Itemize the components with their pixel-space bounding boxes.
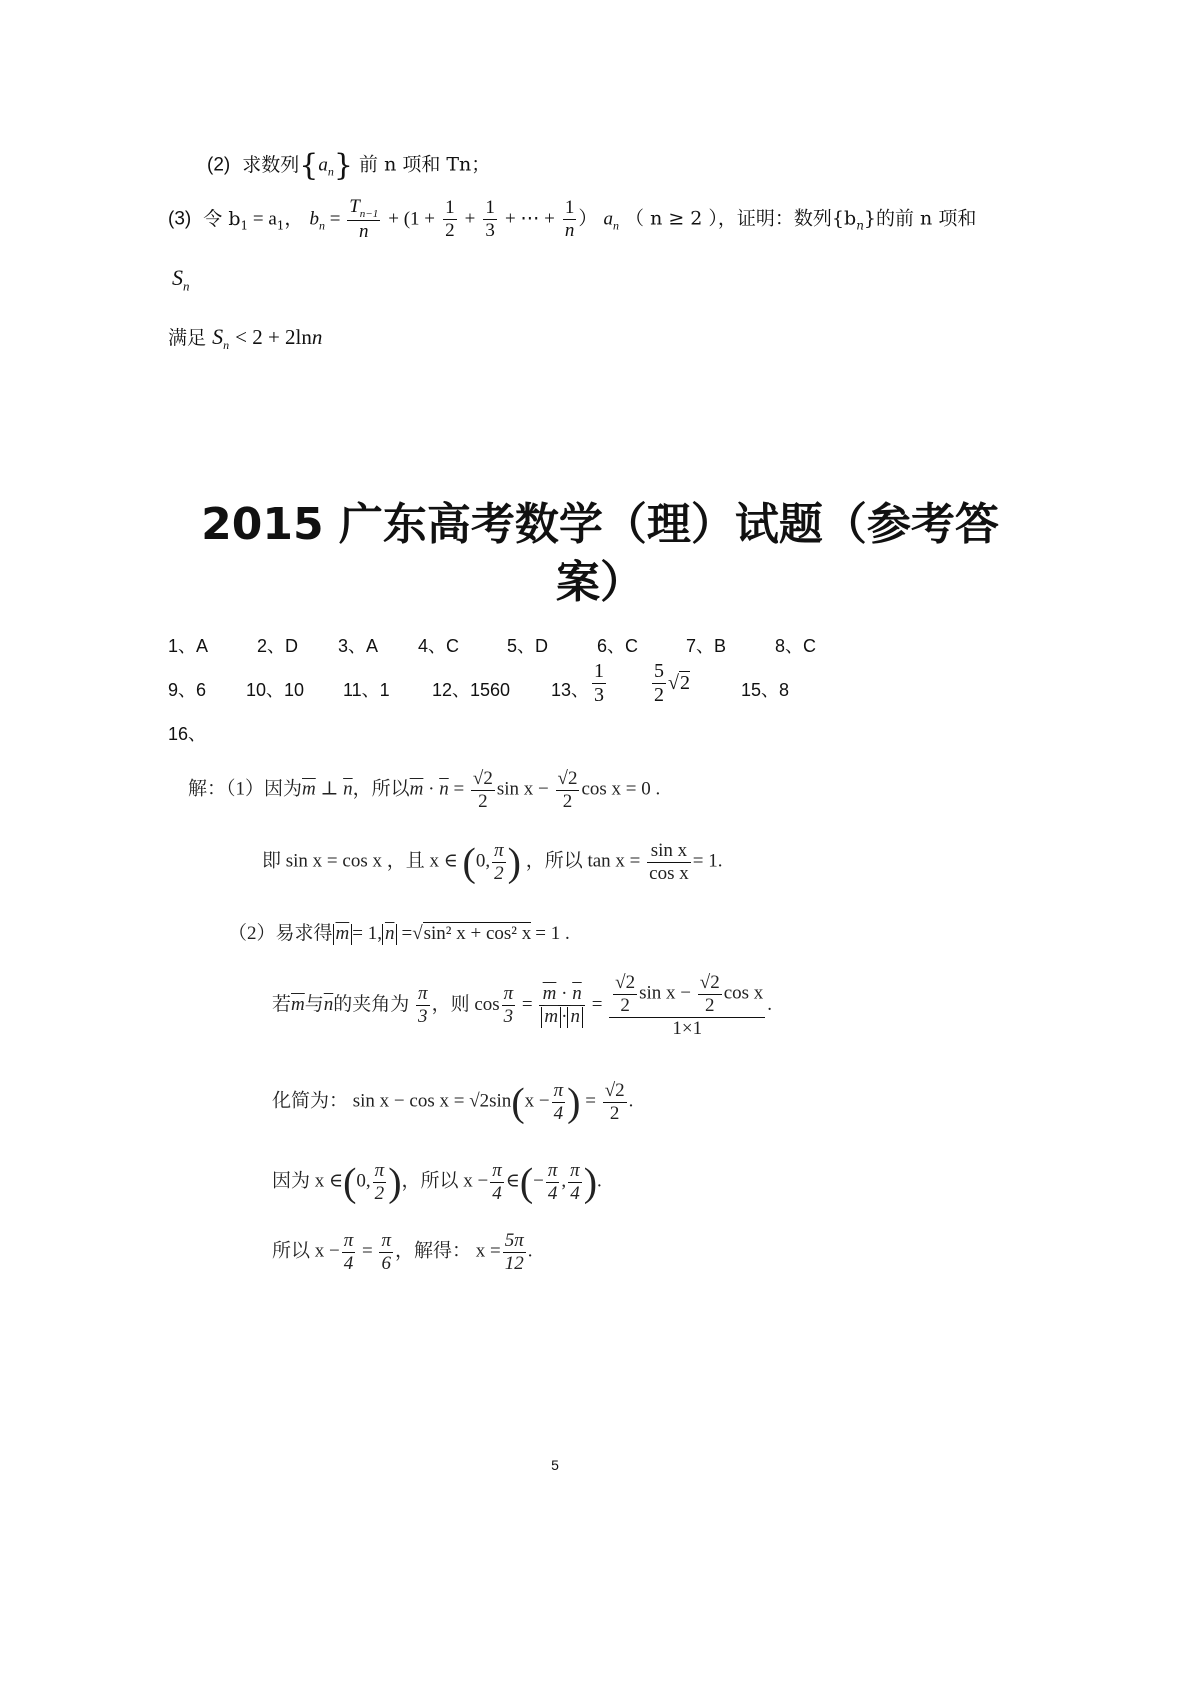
fraction-one-over-n: $\frac{1}{n}$ (564, 197, 575, 242)
page-title-line-2: 案） (556, 557, 644, 608)
answer-14: $\frac{5}{2}$ √2 (654, 660, 690, 706)
answer-13-label: 13、 (551, 680, 590, 700)
answer-6: 6、C (597, 636, 639, 656)
answer-11: 11、1 (343, 680, 390, 700)
solution-line-3: （2）易求得 $\overline{m} = 1$, $\overline{n} =√\sin^2$ x + cos² x = 1 . (228, 923, 570, 944)
answer-10: 10、10 (246, 680, 305, 700)
answer-8: 8、C (775, 636, 817, 656)
answer-7: 7、B (686, 636, 727, 656)
answer-2: 2、D (257, 636, 299, 656)
satisfy-line: 满足 $S_n < 2 + 2\ln n$ (168, 324, 323, 352)
sn-symbol: $S_n$ (172, 265, 190, 294)
solution-line-4: 若$\overline{m}$与$\overline{n}$的夹角为 $\frac{\pi}{3}$ ，则 cos $\frac{\pi}{3}$ = $\frac{\overline{m} \cdot \overline{n}}{\overline{m} \cdot \overline{n}}$ = $\frac{√2}{2}$ sin x − $\frac{√2}{2}$ cos x 1×1 . (272, 972, 773, 1039)
answer-16-label: 16、 (168, 724, 207, 744)
solution-line-2: 即 sin x = cos x ，且 x ∈ (0, $\frac{\pi}{2}$ ) ，所以 tan x = $\frac{\text{sin x}}{\text{cos x}}$ = 1. (262, 839, 723, 885)
fraction-one-third: $\frac{1}{3}$ (485, 197, 495, 242)
fraction-t-over-n: $\frac{T_{n-1}}{n}$ (349, 196, 379, 243)
answer-3: 3、A (338, 636, 379, 656)
answer-1: 1、A (168, 636, 209, 656)
answer-9: 9、6 (168, 680, 207, 700)
solution-line-7: 所以 x − $\frac{\pi}{4}$ = $\frac{\pi}{6}$ ，解得： x = $\frac{5\pi}{12}$ . (272, 1230, 533, 1274)
fraction-one-half: $\frac{1}{2}$ (445, 197, 455, 242)
answer-12: 12、1560 (432, 680, 511, 700)
answer-4: 4、C (418, 636, 460, 656)
answer-13-fraction: $\frac{1}{3}$ (594, 660, 604, 706)
solution-line-5: 化简为： sin x − cos x = √2sin(x − $\frac{\pi}{4}$ ) = $\frac{√2}{2}$ . (272, 1079, 634, 1125)
answer-15: 15、8 (741, 680, 790, 700)
page-title: 2015 广东高考数学（理）试题（参考答 (201, 499, 999, 550)
problem-part-3: (3) 令 $b_1 = a_1$， $b_n$ = $\frac{T_{n-1}}{n}$ + (1 + $\frac{1}{2}$ + $\frac{1}{3}$ + ⋯ + $\frac{1}{n}$ ） $a_n$ （ n ≥ 2 ），证明：数列$\{b_n\}$的前 n 项和 (168, 196, 977, 243)
answer-5: 5、D (507, 636, 549, 656)
solution-line-6: 因为 x ∈(0, $\frac{\pi}{2}$ )，所以 x − $\frac{\pi}{4}$ ∈(− $\frac{\pi}{4}$ , $\frac{\pi}{4}$ ). (272, 1159, 602, 1205)
page-number: 5 (551, 1457, 559, 1473)
problem-part-2: (2) 求数列$\{a_n\}$ 前 n 项和 Tn； (207, 148, 491, 183)
solution-line-1: 解：（1）因为$\overline{m}$ ⊥ $\overline{n}$，所以$\overline{m} \cdot \overline{n}$ = $\frac{√2}{2}$ sin x − $\frac{√2}{2}$ cos x = 0 . (188, 768, 661, 812)
